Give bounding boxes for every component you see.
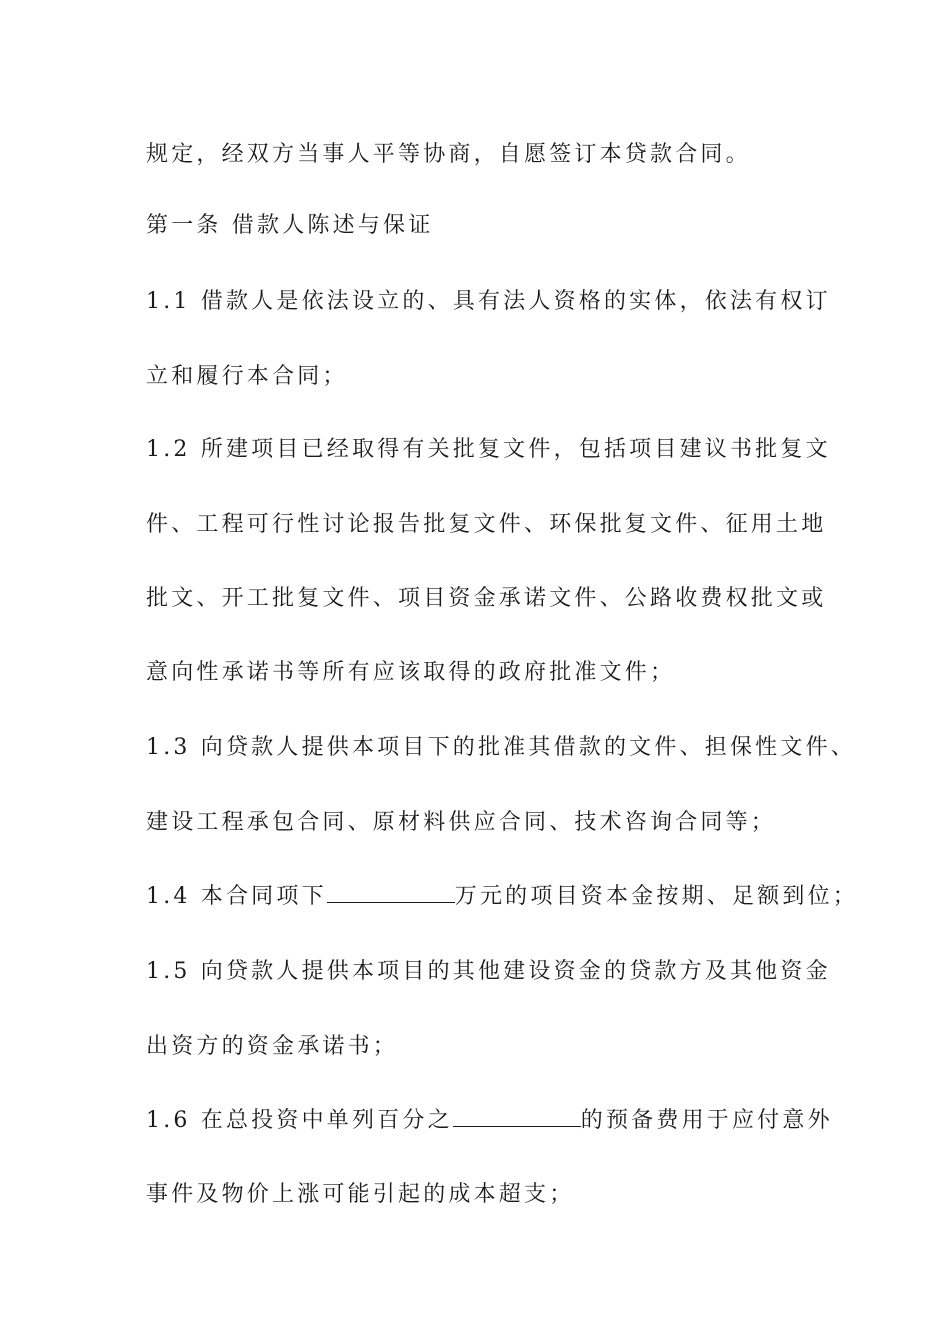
- paragraph-line: 批文、开工批复文件、项目资金承诺文件、公路收费权批文或: [146, 586, 827, 611]
- clause-text-suffix: 的预备费用于应付意外: [580, 1108, 833, 1133]
- paragraph-line: 事件及物价上涨可能引起的成本超支；: [146, 1182, 575, 1207]
- article-heading: 第一条 借款人陈述与保证: [146, 213, 434, 238]
- clause-text-suffix: 万元的项目资本金按期、足额到位；: [454, 884, 858, 909]
- paragraph-line-with-blank: [146, 1106, 833, 1136]
- paragraph-line: 立和履行本合同；: [146, 364, 348, 389]
- clause-text-prefix: 1.4 本合同项下: [146, 884, 327, 909]
- clause-text-prefix: 1.6 在总投资中单列百分之: [146, 1108, 453, 1133]
- paragraph-line: 出资方的资金承诺书；: [146, 1034, 399, 1059]
- paragraph-line-with-blank: [146, 882, 858, 912]
- paragraph-line: 1.3 向贷款人提供本项目下的批准其借款的文件、担保性文件、: [146, 735, 856, 760]
- fill-in-blank[interactable]: [327, 882, 455, 903]
- paragraph-line: 意向性承诺书等所有应该取得的政府批准文件；: [146, 660, 676, 685]
- paragraph-line: 规定，经双方当事人平等协商，自愿签订本贷款合同。: [146, 142, 751, 167]
- paragraph-line: 1.1 借款人是依法设立的、具有法人资格的实体，依法有权订: [146, 289, 831, 314]
- fill-in-blank[interactable]: [453, 1106, 581, 1127]
- paragraph-line: 1.2 所建项目已经取得有关批复文件，包括项目建议书批复文: [146, 437, 831, 462]
- paragraph-line: 件、工程可行性讨论报告批复文件、环保批复文件、征用土地: [146, 512, 827, 537]
- paragraph-line: 1.5 向贷款人提供本项目的其他建设资金的贷款方及其他资金: [146, 959, 831, 984]
- paragraph-line: 建设工程承包合同、原材料供应合同、技术咨询合同等；: [146, 810, 777, 835]
